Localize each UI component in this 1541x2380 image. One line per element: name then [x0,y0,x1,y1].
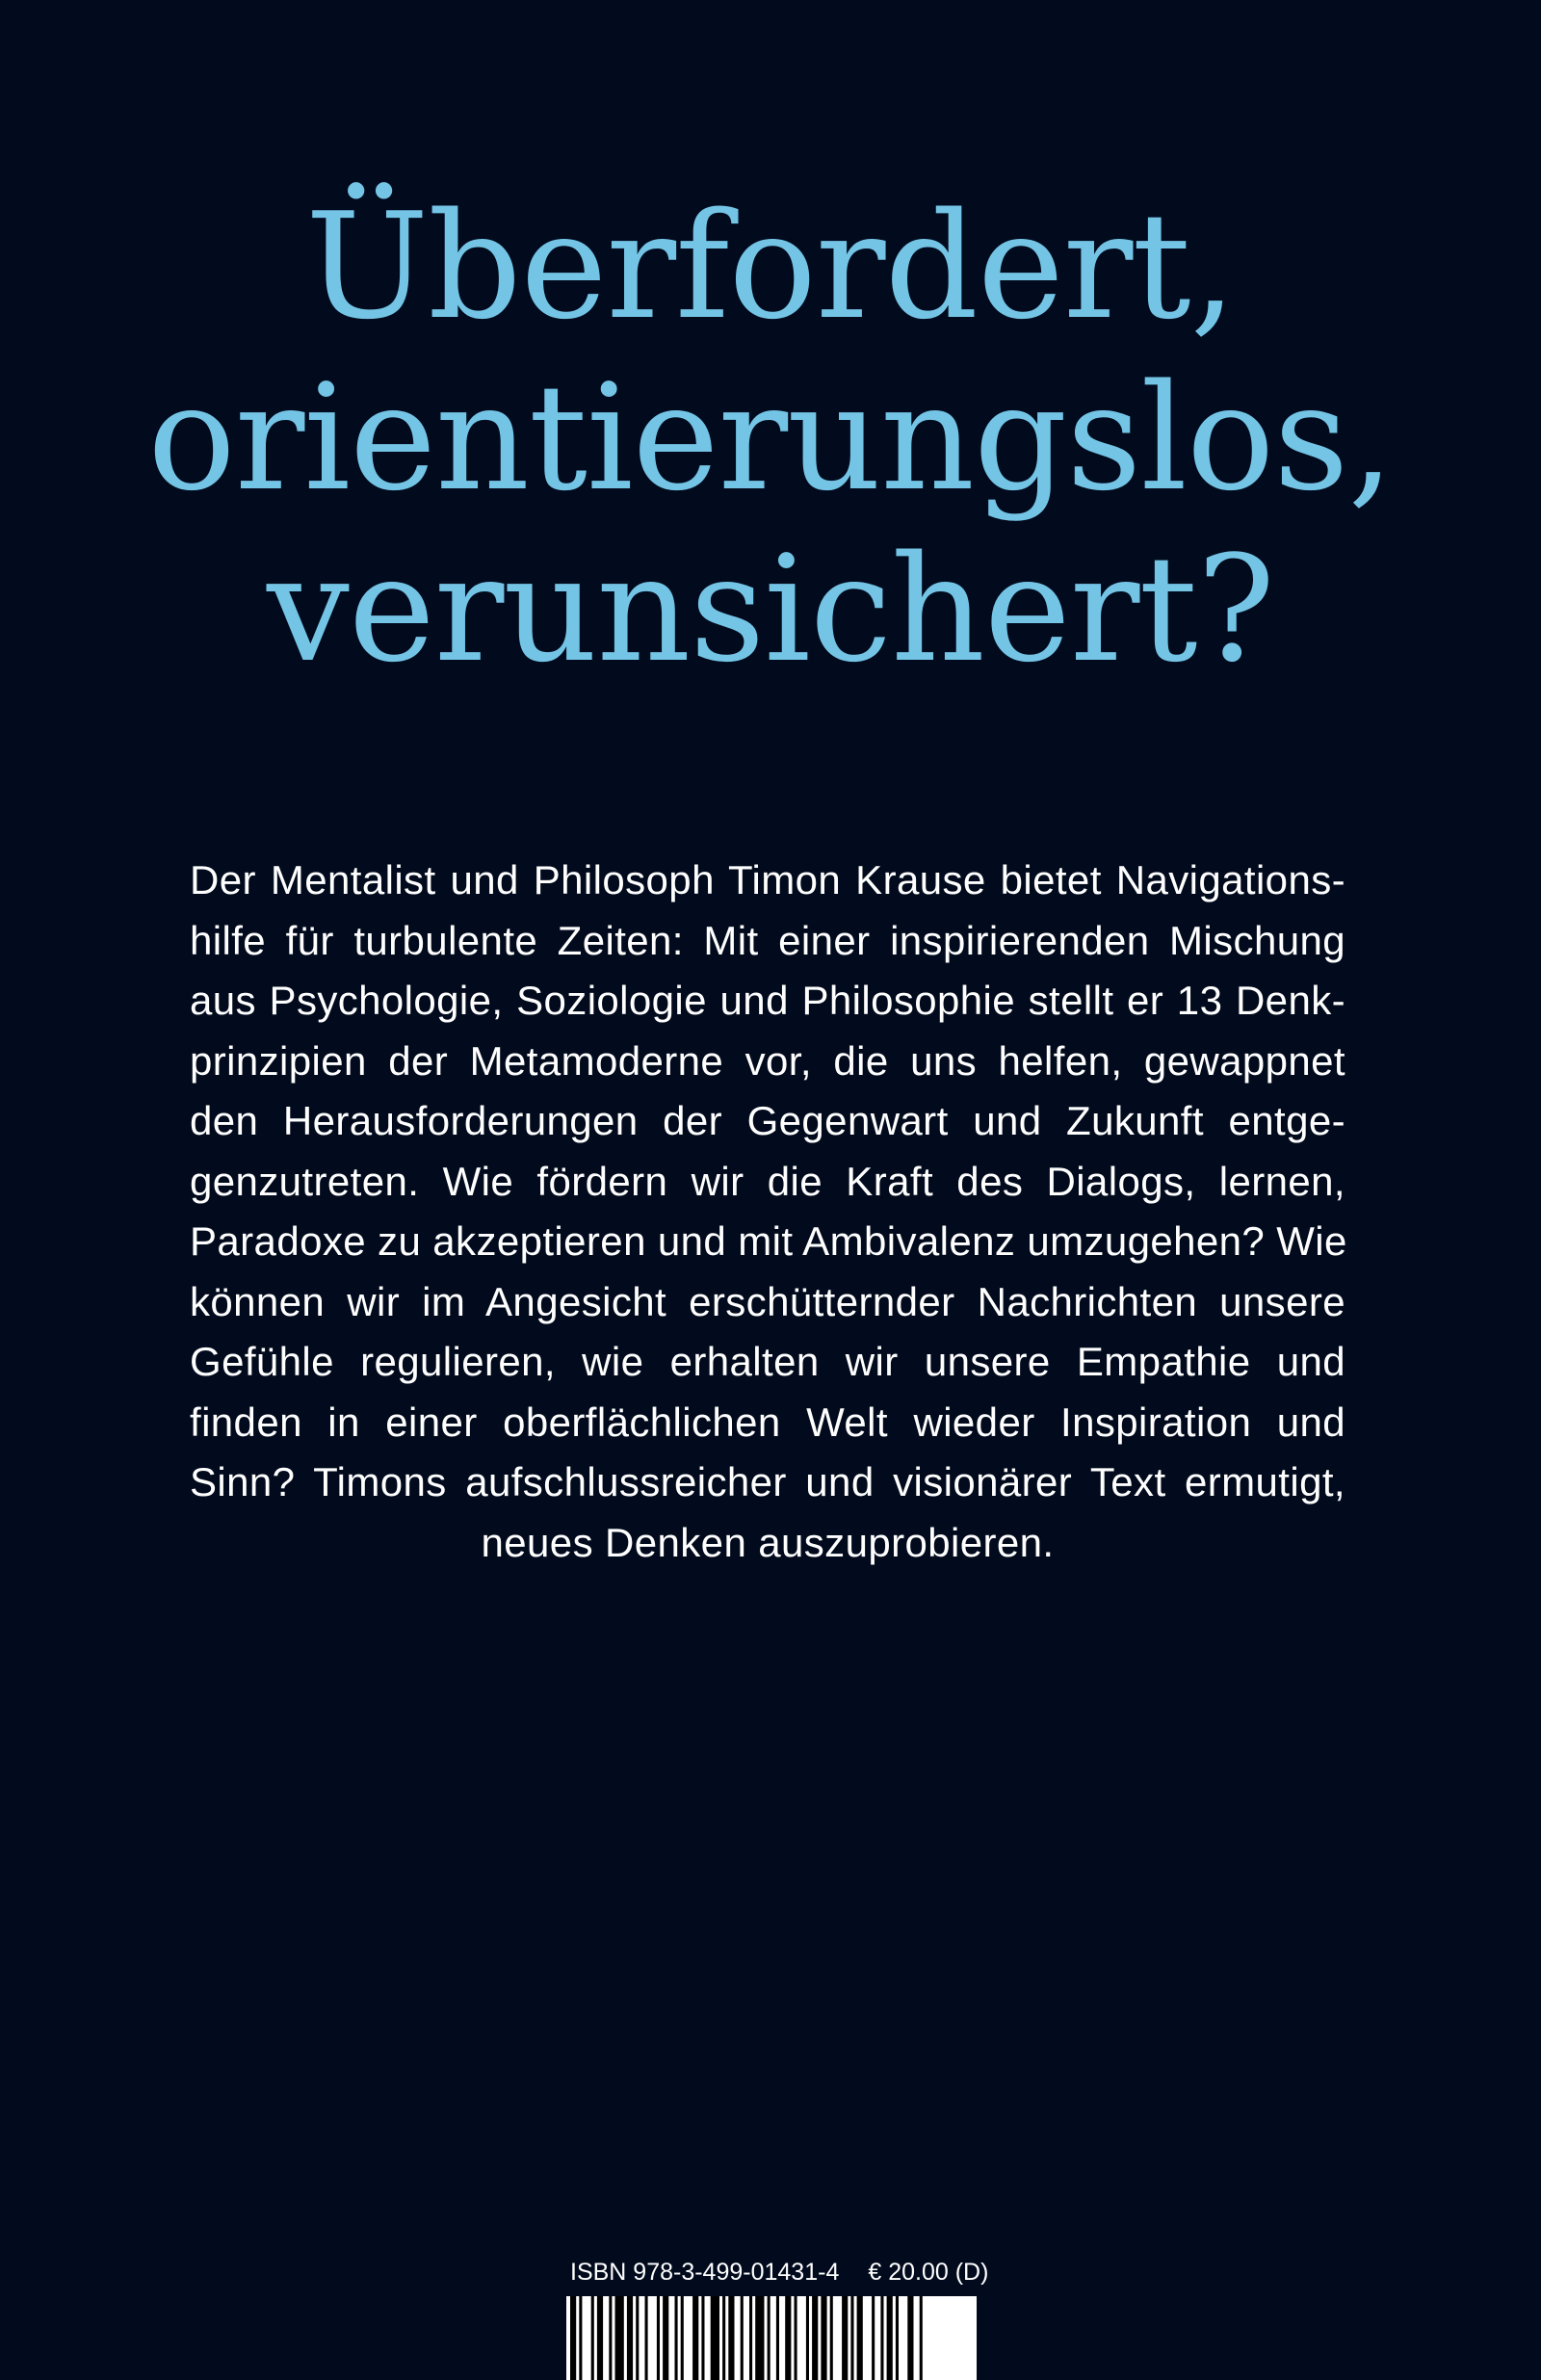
barcode-bar [627,2296,633,2380]
blurb-line: Gefühle regulieren, wie erhalten wir unsere Empathie und [190,1339,1345,1384]
blurb-line: finden in einer oberflächlichen Welt wieder Inspiration und [190,1399,1345,1445]
blurb-text [190,850,1345,1573]
blurb-line: aus Psychologie, Soziologie und Philosophie stellt er 13 Denk- [190,978,1345,1023]
barcode-bar [701,2296,704,2380]
blurb-line: Paradoxe zu akzeptieren und mit Ambivalenz umzugehen? Wie [190,1218,1347,1264]
isbn-price-line [570,2258,989,2287]
barcode-bar [728,2296,734,2380]
barcode-bar [597,2296,603,2380]
barcode-bar [609,2296,612,2380]
headline-line: verunsichert? [266,524,1275,694]
barcode-graphic [566,2296,977,2380]
barcode-bar [591,2296,594,2380]
blurb-line: neues Denken auszuprobieren. [481,1519,1055,1565]
barcode-bar [896,2296,899,2380]
barcode-bar [711,2296,719,2380]
headline-line: orientierungslos, [147,353,1394,523]
barcode-bar [887,2296,893,2380]
isbn-number: ISBN 978-3-499-01431-4 [570,2259,840,2286]
blurb-line: können wir im Angesicht erschütternder Nachrichten unsere [190,1278,1345,1324]
barcode-bar [755,2296,764,2380]
blurb-line: den Herausforderungen der Gegenwart und Zukunft entge- [190,1098,1345,1143]
barcode-bar [850,2296,853,2380]
blurb-line: genzutreten. Wie fördern wir die Kraft des Dialogs, lernen, [190,1158,1345,1204]
blurb-line: hilfe für turbulente Zeiten: Mit einer inspirierenden Mischung [190,917,1345,963]
barcode-bar [675,2296,678,2380]
barcode-bar [776,2296,779,2380]
barcode-bar [830,2296,833,2380]
price-label: € 20.00 (D) [868,2259,989,2286]
barcode-bar [579,2296,582,2380]
barcode-bar [692,2296,698,2380]
barcode-bar [880,2296,883,2380]
barcode-bar [872,2296,875,2380]
barcode-bar [857,2296,863,2380]
barcode-bar [821,2296,826,2380]
barcode-bar [741,2296,744,2380]
barcode-bar [636,2296,639,2380]
barcode-bar [722,2296,725,2380]
barcode-bar [768,2296,770,2380]
barcode-bar [842,2296,848,2380]
barcode-bar [806,2296,809,2380]
barcode-bar [657,2296,660,2380]
barcode-bar [785,2296,791,2380]
barcode-bar [663,2296,668,2380]
barcode-bar [645,2296,648,2380]
headline [0,181,1541,695]
headline-line: Überfordert, [305,181,1236,352]
barcode-icon [566,2296,977,2380]
barcode-bar [681,2296,684,2380]
barcode-bar [907,2296,913,2380]
barcode-bar [570,2296,576,2380]
barcode-bar [795,2296,797,2380]
blurb-line: Der Mentalist und Philosoph Timon Krause bietet Navigations- [190,857,1345,902]
barcode-bar [812,2296,818,2380]
barcode-bar [615,2296,624,2380]
barcode-bar [749,2296,752,2380]
blurb-line: Sinn? Timons aufschlussreicher und visionärer Text ermutigt, [190,1459,1345,1504]
barcode-bar [920,2296,923,2380]
blurb-line: prinzipien der Metamoderne vor, die uns helfen, gewappnet [190,1037,1345,1084]
